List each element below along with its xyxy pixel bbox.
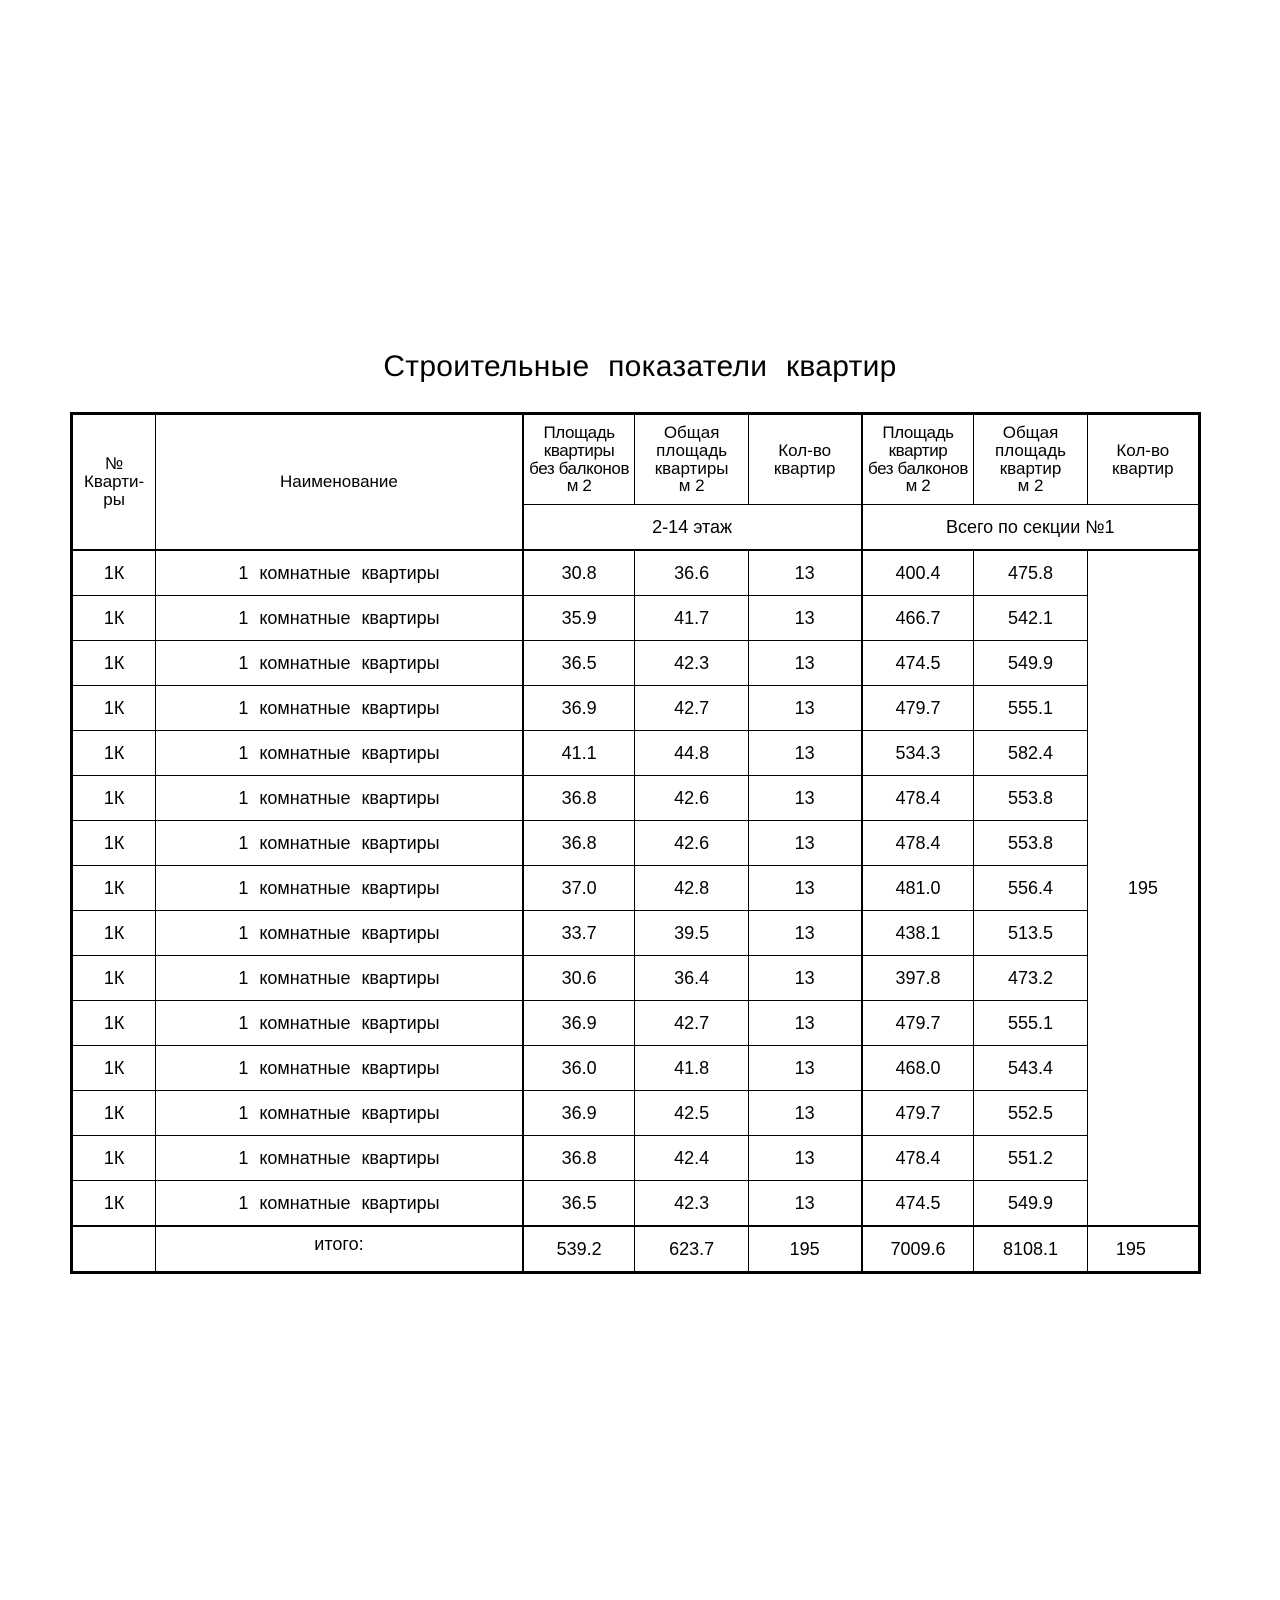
cell-apartment-no: 1К <box>72 1181 156 1227</box>
total-area: 539.2 <box>523 1226 635 1273</box>
cell-name: 1 комнатные квартиры <box>156 956 523 1001</box>
cell-apartment-no: 1К <box>72 1136 156 1181</box>
cell-count: 13 <box>748 911 861 956</box>
cell-name: 1 комнатные квартиры <box>156 1181 523 1227</box>
cell-apartment-no: 1К <box>72 596 156 641</box>
cell-apartment-no: 1К <box>72 911 156 956</box>
cell-area: 36.9 <box>523 686 635 731</box>
page-title: Строительные показатели квартир <box>383 350 897 383</box>
cell-apartment-no: 1К <box>72 550 156 596</box>
cell-total-empty <box>72 1226 156 1273</box>
cell-apartment-no: 1К <box>72 866 156 911</box>
table-row <box>72 641 1200 686</box>
cell-area: 41.1 <box>523 731 635 776</box>
table-row <box>72 1136 1200 1181</box>
cell-apartment-no: 1К <box>72 821 156 866</box>
cell-section-area: 478.4 <box>862 776 974 821</box>
total-section-area: 7009.6 <box>862 1226 974 1273</box>
cell-apartment-no: 1К <box>72 641 156 686</box>
cell-area: 36.9 <box>523 1091 635 1136</box>
cell-section-area: 534.3 <box>862 731 974 776</box>
cell-area: 36.8 <box>523 776 635 821</box>
cell-area: 36.9 <box>523 1001 635 1046</box>
cell-apartment-no: 1К <box>72 1001 156 1046</box>
cell-total-area: 42.7 <box>635 1001 748 1046</box>
table-row <box>72 956 1200 1001</box>
cell-total-area: 42.4 <box>635 1136 748 1181</box>
cell-area: 33.7 <box>523 911 635 956</box>
cell-section-area: 479.7 <box>862 686 974 731</box>
cell-name: 1 комнатные квартиры <box>156 596 523 641</box>
total-section-total-area: 8108.1 <box>974 1226 1087 1273</box>
header-name: Наименование <box>156 414 523 551</box>
table-row <box>72 550 1200 596</box>
cell-name: 1 комнатные квартиры <box>156 911 523 956</box>
table-row <box>72 596 1200 641</box>
cell-count: 13 <box>748 1046 861 1091</box>
table-row <box>72 1091 1200 1136</box>
cell-count: 13 <box>748 1181 861 1227</box>
cell-section-total-area: 553.8 <box>974 776 1087 821</box>
table-row <box>72 776 1200 821</box>
cell-name: 1 комнатные квартиры <box>156 1136 523 1181</box>
cell-section-area: 474.5 <box>862 641 974 686</box>
cell-section-area: 468.0 <box>862 1046 974 1091</box>
group-section: Всего по секции №1 <box>862 505 1200 551</box>
cell-total-area: 42.3 <box>635 1181 748 1227</box>
cell-apartment-no: 1К <box>72 731 156 776</box>
total-total-area: 623.7 <box>635 1226 748 1273</box>
table-row <box>72 1046 1200 1091</box>
cell-count: 13 <box>748 1136 861 1181</box>
header-section-total-area: Общая площадь квартир м 2 <box>974 414 1087 505</box>
cell-name: 1 комнатные квартиры <box>156 776 523 821</box>
cell-total-area: 36.4 <box>635 956 748 1001</box>
cell-name: 1 комнатные квартиры <box>156 641 523 686</box>
cell-section-total-area: 549.9 <box>974 641 1087 686</box>
cell-apartment-no: 1К <box>72 776 156 821</box>
cell-count: 13 <box>748 1001 861 1046</box>
header-total-area: Общая площадь квартиры м 2 <box>635 414 748 505</box>
cell-area: 30.6 <box>523 956 635 1001</box>
cell-total-area: 42.6 <box>635 776 748 821</box>
header-apartment-number: № Кварти- ры <box>72 414 156 551</box>
cell-section-area: 478.4 <box>862 1136 974 1181</box>
table-row <box>72 866 1200 911</box>
table-row <box>72 686 1200 731</box>
cell-section-total-area: 543.4 <box>974 1046 1087 1091</box>
cell-total-area: 42.6 <box>635 821 748 866</box>
cell-total-area: 41.8 <box>635 1046 748 1091</box>
cell-section-area: 474.5 <box>862 1181 974 1227</box>
header-section-count: Кол-во квартир <box>1087 414 1199 505</box>
cell-section-total-area: 513.5 <box>974 911 1087 956</box>
cell-section-area: 397.8 <box>862 956 974 1001</box>
cell-name: 1 комнатные квартиры <box>156 686 523 731</box>
cell-name: 1 комнатные квартиры <box>156 550 523 596</box>
apartment-table <box>70 412 1201 1274</box>
cell-apartment-no: 1К <box>72 1046 156 1091</box>
cell-total-area: 42.8 <box>635 866 748 911</box>
cell-section-area: 478.4 <box>862 821 974 866</box>
cell-count: 13 <box>748 731 861 776</box>
cell-section-area: 466.7 <box>862 596 974 641</box>
cell-count: 13 <box>748 821 861 866</box>
cell-section-area: 400.4 <box>862 550 974 596</box>
cell-area: 30.8 <box>523 550 635 596</box>
totals-label: итого: <box>156 1226 523 1273</box>
cell-section-total-area: 542.1 <box>974 596 1087 641</box>
cell-area: 36.8 <box>523 821 635 866</box>
cell-count: 13 <box>748 550 861 596</box>
cell-total-area: 42.7 <box>635 686 748 731</box>
cell-section-area: 481.0 <box>862 866 974 911</box>
header-area-no-balcony: Площадь квартиры без балконов м 2 <box>523 414 635 505</box>
cell-section-area: 438.1 <box>862 911 974 956</box>
cell-total-area: 42.5 <box>635 1091 748 1136</box>
total-count: 195 <box>748 1226 861 1273</box>
cell-count: 13 <box>748 776 861 821</box>
total-section-count: 195 <box>1087 1226 1199 1273</box>
cell-total-area: 36.6 <box>635 550 748 596</box>
group-floor: 2-14 этаж <box>523 505 862 551</box>
cell-section-area: 479.7 <box>862 1091 974 1136</box>
cell-merged-count: 195 <box>1087 550 1199 1226</box>
cell-section-total-area: 556.4 <box>974 866 1087 911</box>
cell-name: 1 комнатные квартиры <box>156 1046 523 1091</box>
cell-count: 13 <box>748 641 861 686</box>
cell-name: 1 комнатные квартиры <box>156 866 523 911</box>
table-row <box>72 1181 1200 1227</box>
cell-section-total-area: 555.1 <box>974 686 1087 731</box>
cell-total-area: 42.3 <box>635 641 748 686</box>
cell-count: 13 <box>748 1091 861 1136</box>
cell-apartment-no: 1К <box>72 956 156 1001</box>
cell-area: 37.0 <box>523 866 635 911</box>
header-count: Кол-во квартир <box>748 414 861 505</box>
table-row <box>72 821 1200 866</box>
cell-count: 13 <box>748 686 861 731</box>
header-row <box>72 414 1200 505</box>
cell-name: 1 комнатные квартиры <box>156 1001 523 1046</box>
cell-area: 36.0 <box>523 1046 635 1091</box>
cell-section-total-area: 475.8 <box>974 550 1087 596</box>
cell-section-area: 479.7 <box>862 1001 974 1046</box>
cell-name: 1 комнатные квартиры <box>156 1091 523 1136</box>
cell-count: 13 <box>748 866 861 911</box>
cell-area: 35.9 <box>523 596 635 641</box>
cell-apartment-no: 1К <box>72 1091 156 1136</box>
cell-total-area: 41.7 <box>635 596 748 641</box>
cell-area: 36.8 <box>523 1136 635 1181</box>
cell-section-total-area: 551.2 <box>974 1136 1087 1181</box>
cell-name: 1 комнатные квартиры <box>156 821 523 866</box>
cell-count: 13 <box>748 956 861 1001</box>
cell-area: 36.5 <box>523 641 635 686</box>
header-section-area-no-balcony: Площадь квартир без балконов м 2 <box>862 414 974 505</box>
cell-name: 1 комнатные квартиры <box>156 731 523 776</box>
cell-area: 36.5 <box>523 1181 635 1227</box>
cell-section-total-area: 549.9 <box>974 1181 1087 1227</box>
cell-count: 13 <box>748 596 861 641</box>
table-row <box>72 1001 1200 1046</box>
cell-section-total-area: 552.5 <box>974 1091 1087 1136</box>
cell-section-total-area: 582.4 <box>974 731 1087 776</box>
cell-total-area: 44.8 <box>635 731 748 776</box>
cell-section-total-area: 555.1 <box>974 1001 1087 1046</box>
cell-section-total-area: 553.8 <box>974 821 1087 866</box>
cell-total-area: 39.5 <box>635 911 748 956</box>
cell-section-total-area: 473.2 <box>974 956 1087 1001</box>
table-row <box>72 911 1200 956</box>
totals-row <box>72 1226 1200 1273</box>
cell-apartment-no: 1К <box>72 686 156 731</box>
table-row <box>72 731 1200 776</box>
